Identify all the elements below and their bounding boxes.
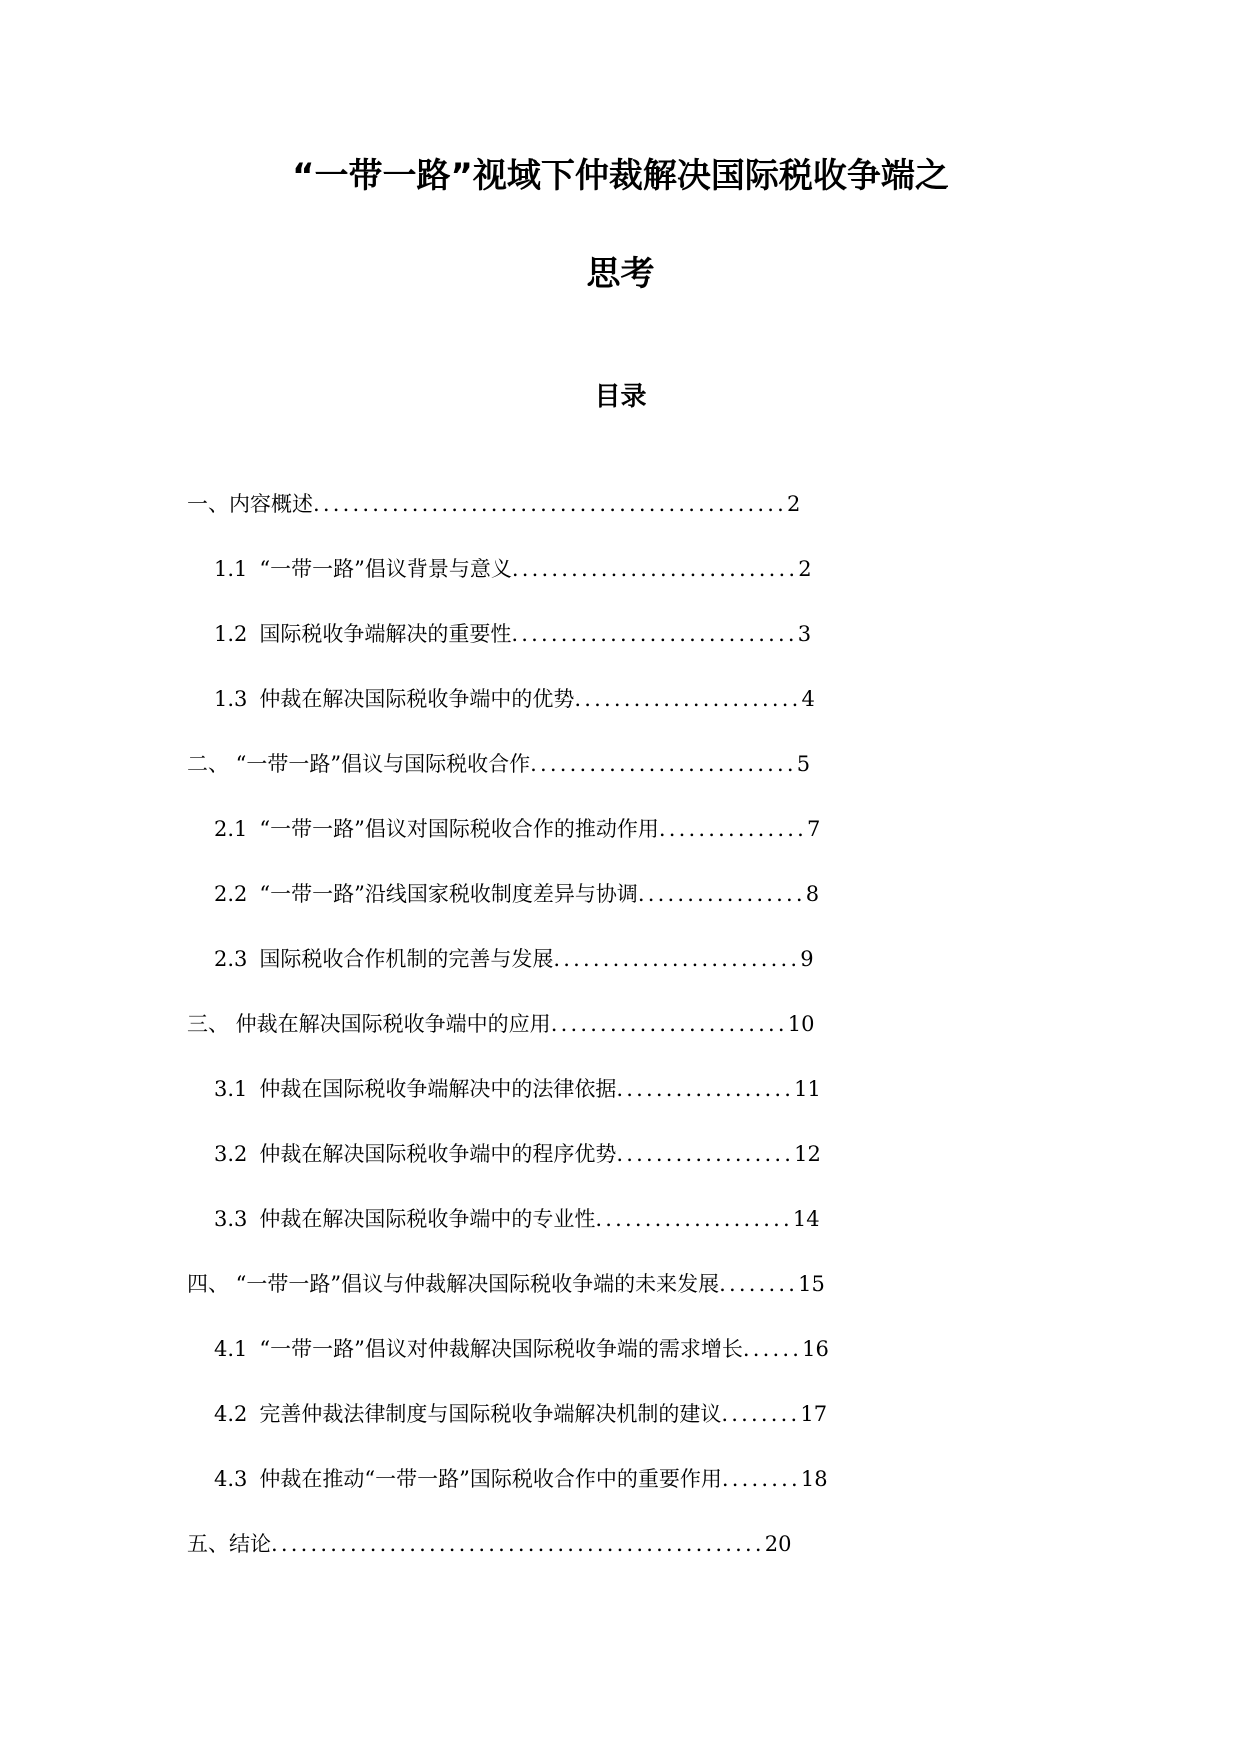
toc-page-number: 5 [796,752,811,776]
toc-entry-text: 国际税收合作机制的完善与发展 [259,947,554,971]
toc-leader-dots: ...... [742,1337,803,1361]
toc-page-number: 4 [801,687,815,711]
toc-page-number: 12 [794,1142,821,1166]
toc-entry-text: 四、 “一带一路”倡议与仲裁解决国际税收争端的未来发展 [187,1272,720,1296]
toc-entry-text: 完善仲裁法律制度与国际税收争端解决机制的建议 [259,1402,722,1426]
toc-leader-dots: ........ [721,1402,801,1426]
document-title-line-1: “一带一路”视域下仲裁解决国际税收争端之 [292,156,949,196]
toc-page-number: 11 [794,1077,821,1101]
toc-leader-dots: .................... [595,1207,793,1231]
toc-entry[interactable] [214,617,811,651]
toc-page-number: 10 [787,1012,815,1036]
toc-leader-dots: ................. [637,882,806,906]
toc-leader-dots: ....................... [574,687,802,711]
toc-leader-dots: .................................................. [271,1532,765,1556]
toc-entry[interactable] [214,682,815,716]
toc-page-number: 2 [787,492,801,516]
toc-section-number: 1.2 [214,622,248,646]
toc-entry-text: 国际税收争端解决的重要性 [259,622,512,646]
toc-leader-dots: ........................... [530,752,797,776]
toc-entry-text: 仲裁在国际税收争端解决中的法律依据 [259,1077,617,1101]
toc-leader-dots: ............................. [511,622,798,646]
toc-section-number: 4.1 [214,1337,248,1361]
toc-section-number: 2.3 [214,947,248,971]
toc-section-number: 4.3 [214,1467,248,1491]
toc-entry[interactable] [214,812,820,846]
toc-entry[interactable] [214,1202,820,1236]
toc-entry-text: 仲裁在解决国际税收争端中的优势 [259,687,575,711]
toc-entry-text: 三、 仲裁在解决国际税收争端中的应用 [187,1012,551,1036]
toc-page-number: 16 [802,1337,829,1361]
toc-leader-dots: ........................ [550,1012,788,1036]
toc-page-number: 8 [805,882,820,906]
toc-section-number: 2.1 [214,817,248,841]
toc-entry[interactable] [214,1072,821,1106]
toc-entry[interactable] [187,487,800,521]
toc-leader-dots: .................. [616,1077,795,1101]
toc-entry-text: “一带一路”沿线国家税收制度差异与协调 [259,882,638,906]
document-title-line-2: 思考 [586,254,655,294]
toc-section-number: 1.3 [214,687,248,711]
toc-leader-dots: ........ [721,1467,801,1491]
toc-section-number: 2.2 [214,882,248,906]
toc-section-number: 3.3 [214,1207,248,1231]
toc-entry[interactable] [214,1332,829,1366]
toc-page-number: 15 [798,1272,825,1296]
toc-page-number: 7 [807,817,821,841]
toc-entry[interactable] [214,552,812,586]
toc-section-number: 3.1 [214,1077,248,1101]
toc-entry[interactable] [214,1462,828,1496]
toc-entry[interactable] [214,877,819,911]
toc-entry-text: 仲裁在解决国际税收争端中的程序优势 [259,1142,617,1166]
toc-entry-text: 仲裁在解决国际税收争端中的专业性 [259,1207,596,1231]
toc-leader-dots: .................. [616,1142,795,1166]
toc-page-number: 20 [764,1532,792,1556]
toc-leader-dots: ................................................ [313,492,788,516]
toc-entry[interactable] [214,942,814,976]
toc-entry[interactable] [187,1267,825,1301]
toc-entry[interactable] [214,1397,827,1431]
toc-leader-dots: ............... [658,817,808,841]
toc-page-number: 17 [800,1402,828,1426]
toc-entry-text: 一、内容概述 [187,492,313,516]
toc-page-number: 3 [797,622,812,646]
toc-entry[interactable] [187,747,810,781]
toc-page-number: 14 [792,1207,820,1231]
toc-leader-dots: ............................. [511,557,799,581]
toc-entry[interactable] [187,1527,792,1561]
toc-entry-text: “一带一路”倡议对仲裁解决国际税收争端的需求增长 [259,1337,743,1361]
toc-page-number: 9 [800,947,814,971]
toc-entry-text: 二、 “一带一路”倡议与国际税收合作 [187,752,531,776]
toc-leader-dots: ........ [719,1272,799,1296]
toc-entry-text: 五、结论 [187,1532,271,1556]
toc-entry-text: “一带一路”倡议对国际税收合作的推动作用 [259,817,659,841]
toc-entry-text: “一带一路”倡议背景与意义 [259,557,512,581]
toc-heading: 目录 [594,382,647,412]
toc-leader-dots: ......................... [553,947,801,971]
toc-section-number: 4.2 [214,1402,248,1426]
toc-page-number: 2 [798,557,812,581]
toc-entry[interactable] [187,1007,814,1041]
toc-section-number: 1.1 [214,557,248,581]
toc-entry-text: 仲裁在推动“一带一路”国际税收合作中的重要作用 [259,1467,722,1491]
toc-entry[interactable] [214,1137,821,1171]
toc-page-number: 18 [800,1467,828,1491]
toc-section-number: 3.2 [214,1142,248,1166]
